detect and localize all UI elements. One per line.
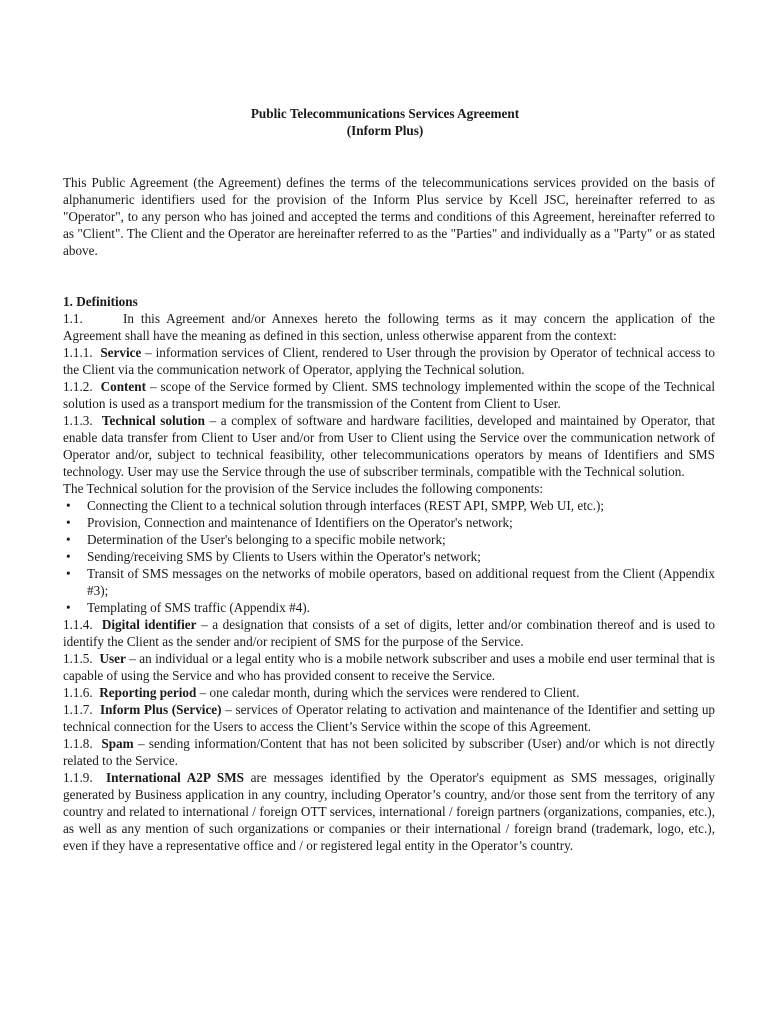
definition-item [63,684,715,701]
definition-text: – one caledar month, during which the services were rendered to Client. [196,685,580,700]
list-item-text: Templating of SMS traffic (Appendix #4). [87,600,310,615]
bullet-icon: • [66,549,71,564]
definition-number: 1.1.4. [63,617,93,632]
definition-item [63,344,715,378]
bullet-icon: • [66,566,71,581]
title-line-1: Public Telecommunications Services Agreement [250,106,520,121]
intro-paragraph: This Public Agreement (the Agreement) defines the terms of the telecommunications services provided on the basis of alphanumeric identifiers used for the provision of the Inform Plus service by Kcell JSC, hereinafter referred to as "Operator", to any person who has joined and accepted the terms and conditions of this Agreement, hereinafter referred to as "Client". The Client and the Operator are hereinafter referred to as the "Parties" and individually as a "Party" or as stated above. [63,175,715,258]
definition-term: Inform Plus (Service) [99,702,222,717]
definition-number: 1.1.8. [63,736,93,751]
list-item [63,497,715,514]
list-item-text: Sending/receiving SMS by Clients to Users within the Operator's network; [87,549,481,564]
definition-term: Reporting period [99,685,197,700]
title-line-2: (Inform Plus) [346,123,424,138]
definition-text: – an individual or a legal entity who is a mobile network subscriber and uses a mobile end user terminal that is capable of using the Service and who has provided consent to receive the Service. [63,651,716,683]
definition-number: 1.1.6. [63,685,93,700]
definition-item [63,616,715,650]
definition-term: Service [100,345,142,360]
definition-text: – scope of the Service formed by Client. SMS technology implemented within the scope of the Technical solution is used as a transport medium for the transmission of the Content from Client to User. [63,379,715,411]
components-intro: The Technical solution for the provision of the Service includes the following components: [63,481,544,496]
definition-text: – a designation that consists of a set of digits, letter and/or combination thereof and is used to identify the Client as the sender and/or recipient of SMS for the purpose of the Service. [63,617,715,649]
bullet-icon: • [66,532,71,547]
definition-number: 1.1.9. [63,770,93,785]
document-title [0,105,770,139]
definition-number: 1.1.3. [63,413,93,428]
section-heading: 1. Definitions [63,294,138,309]
definition-item [63,769,715,854]
definition-item [63,701,715,735]
definition-term: User [99,651,126,666]
list-item-text: Transit of SMS messages on the networks of mobile operators, based on additional request from the Client (Appendix #3); [87,566,715,598]
list-item [63,565,715,599]
definition-text: – information services of Client, rendered to User through the provision by Operator of technical access to the Client via the communication network of Operator, applying the Technical solution. [63,345,715,377]
list-item-text: Determination of the User's belonging to a specific mobile network; [87,532,446,547]
document-body [63,174,715,854]
definition-number: 1.1.7. [63,702,93,717]
list-item-text: Connecting the Client to a technical solution through interfaces (REST API, SMPP, Web UI, etc.); [87,498,605,513]
list-item-text: Provision, Connection and maintenance of Identifiers on the Operator's network; [87,515,513,530]
clause-text: In this Agreement and/or Annexes hereto the following terms as it may concern the application of the Agreement shall have the meaning as defined in this section, unless otherwise apparent from the context: [63,311,715,343]
definition-text: – a complex of software and hardware facilities, developed and maintained by Operator, that enable data transfer from Client to User and/or from User to Client using the Service over the communication network of Operator and/or, subject to technical feasibility, other telecommunications operators by means of Identifiers and SMS technology. User may use the Service through the use of subscriber terminals, compatible with the Technical solution. [63,413,715,479]
bullet-icon: • [66,515,71,530]
definition-text: – services of Operator relating to activation and maintenance of the Identifier and setting up technical connection for the Users to access the Client’s Service within the scope of this Agreement. [63,702,716,734]
definition-number: 1.1.5. [63,651,93,666]
definition-item [63,378,715,412]
bullet-icon: • [66,498,71,513]
components-list [63,497,715,616]
definition-item [63,650,715,684]
clause-1-1 [63,310,715,344]
definition-term: Digital identifier [101,617,197,632]
definition-term: International A2P SMS [106,770,244,785]
definition-number: 1.1.2. [63,379,93,394]
list-item [63,548,715,565]
definition-term: Spam [101,736,134,751]
list-item [63,514,715,531]
definition-number: 1.1.1. [63,345,93,360]
definition-item [63,412,715,480]
definition-term: Content [100,379,147,394]
list-item [63,599,715,616]
definition-term: Technical solution [101,413,205,428]
definition-item [63,735,715,769]
bullet-icon: • [66,600,71,615]
definition-text: are messages identified by the Operator's equipment as SMS messages, originally generated by Business application in any country, including Operator’s country, and/or those sent from the territory of any country and related to international / foreign OTT services, international / foreign partners (organizations, companies, etc.), as well as any mention of such organizations or companies or their international / foreign brand (trademark, logo, etc.), even if they have a representative office and / or registered legal entity in the Operator’s country. [63,770,716,853]
list-item [63,531,715,548]
clause-number: 1.1. [63,311,83,326]
definition-text: – sending information/Content that has not been solicited by subscriber (User) and/or which is not directly related to the Service. [63,736,716,768]
